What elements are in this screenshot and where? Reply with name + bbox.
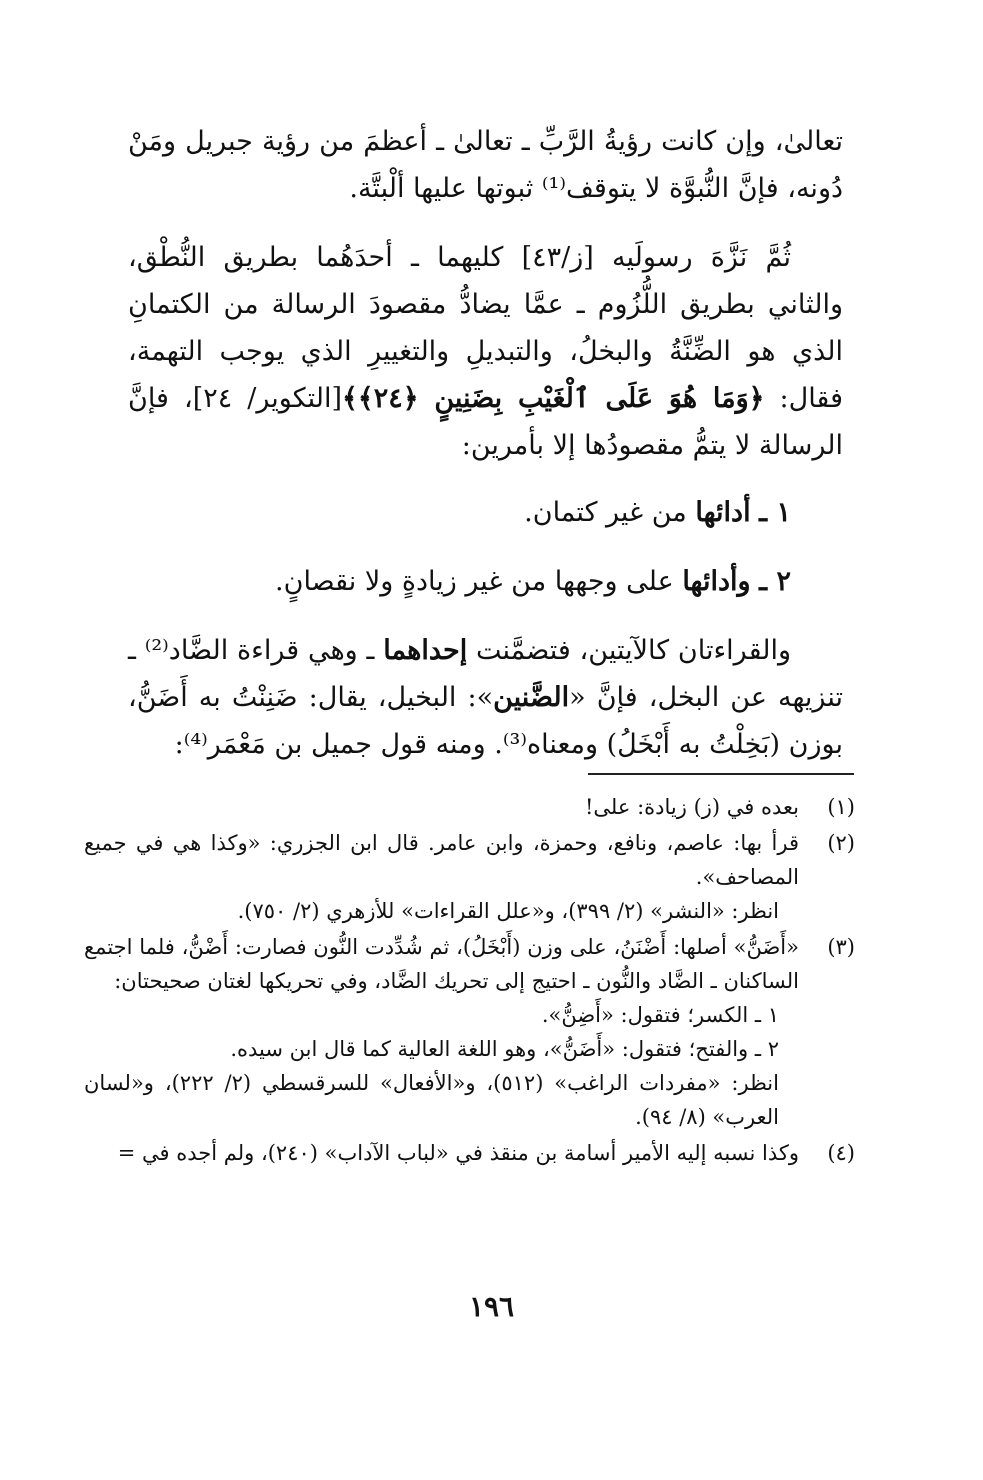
footnote-number: (١) [827, 795, 855, 819]
paragraph-3-text-b: ـ وهي قراءة الضَّاد⁽²⁾ ـ تنزيهه عن البخل، فإنَّ « [128, 635, 843, 713]
footnote-line: «أَضَنُّ» أصلها: أَضْنَنُ، على وزن (أَبْخَلُ)، ثم شُدِّدت النُّون فصارت: أَضْنُّ، فلما اجتمع الساكنان ـ الضَّاد والنُّون ـ احتيج إلى تحريك الضَّاد، وفي تحريكها لغتان صحيحتان: [84, 935, 799, 993]
list-item-keyword: أدائها [695, 497, 751, 528]
list-item-text: على وجهها من غير زيادةٍ ولا نقصانٍ. [275, 566, 674, 597]
footnote-line: ١ ـ الكسر؛ فتقول: «أَضِنُّ». [541, 1003, 779, 1027]
paragraph-3-text-a: والقراءتان كالآيتين، فتضمَّنت [476, 635, 791, 666]
footnote-number: (٤) [827, 1141, 855, 1165]
list-item-number: ٢ ـ [759, 566, 791, 597]
paragraph-3-term-a: إحداهما [383, 635, 468, 666]
list-item-text: من غير كتمان. [524, 497, 687, 528]
footnote-line: بعده في (ز) زيادة: على! [584, 795, 799, 819]
footnote-divider [588, 773, 854, 775]
footnote-line: قرأ بها: عاصم، ونافع، وحمزة، وابن عامر. قال ابن الجزري: «وكذا هي في جميع المصاحف». [84, 831, 799, 889]
footnote-line: انظر: «النشر» (٢/ ٣٩٩)، و«علل القراءات» للأزهري (٢/ ٧٥٠). [237, 899, 779, 923]
list-item-number: ١ ـ [759, 497, 791, 528]
list-item-keyword: وأدائها [682, 566, 751, 597]
footnote-number: (٢) [827, 831, 855, 855]
paragraph-1: تعالىٰ، وإن كانت رؤيةُ الرَّبِّ ـ تعالىٰ ـ أعظمَ من رؤية جبريل ومَنْ دُونه، فإنَّ النُّبوَّة لا يتوقف⁽¹⁾ ثبوتها عليها ألْبتَّة. [128, 126, 843, 204]
paragraph-2-text: ثُمَّ نَزَّهَ رسولَيه [ز/٤٣] كليهما ـ أحدَهُما بطريق النُّطْق، والثاني بطريق اللُّزُوم ـ عمَّا يضادُّ مقصودَ الرسالة من الكتمانِ الذي هو الضِّنَّةُ والبخلُ، والتبديلِ والتغييرِ الذي يوجب التهمة، فقال: [128, 242, 843, 414]
list-item-2 [128, 558, 843, 605]
footnote-line: ٢ ـ والفتح؛ فتقول: «أَضَنُّ»، وهو اللغة العالية كما قال ابن سيده. [230, 1037, 779, 1061]
footnote-2 [84, 826, 855, 928]
footnote-line: انظر: «مفردات الراغب» (٥١٢)، و«الأفعال» للسرقسطي (٢/ ٢٢٢)، و«لسان العرب» (٨/ ٩٤). [84, 1071, 779, 1129]
footnote-line: وكذا نسبه إليه الأمير أسامة بن منقذ في «لباب الآداب» (٢٤٠)، ولم أجده في = [117, 1141, 799, 1165]
footnotes [84, 790, 855, 1172]
footnote-4 [84, 1136, 855, 1170]
footnote-1 [84, 790, 855, 824]
paragraph-3 [128, 627, 843, 768]
quran-verse: ﴿وَمَا هُوَ عَلَى ٱلْغَيْبِ بِضَنِينٍ ﴿٢٤﴾﴾ [342, 383, 765, 414]
footnote-number: (٣) [827, 935, 855, 959]
paragraph-3-term-b: الضَّنين [493, 682, 570, 713]
footnote-3 [84, 930, 855, 1134]
paragraph-3-text-c: »: البخيل، يقال: ضَنِنْتُ به أَضَنُّ، بوزن (بَخِلْتُ به أَبْخَلُ) ومعناه⁽³⁾. ومنه قول جميل بن مَعْمَر⁽⁴⁾: [128, 682, 843, 760]
main-text [128, 118, 843, 768]
list-item-1 [128, 489, 843, 536]
paragraph-2-citation: [التكوير/ ٢٤]، فإنَّ الرسالة لا يتمُّ مقصودُها إلا بأمرين: [128, 383, 843, 461]
page-number: ١٩٦ [468, 1290, 515, 1323]
paragraph-2 [128, 234, 843, 469]
